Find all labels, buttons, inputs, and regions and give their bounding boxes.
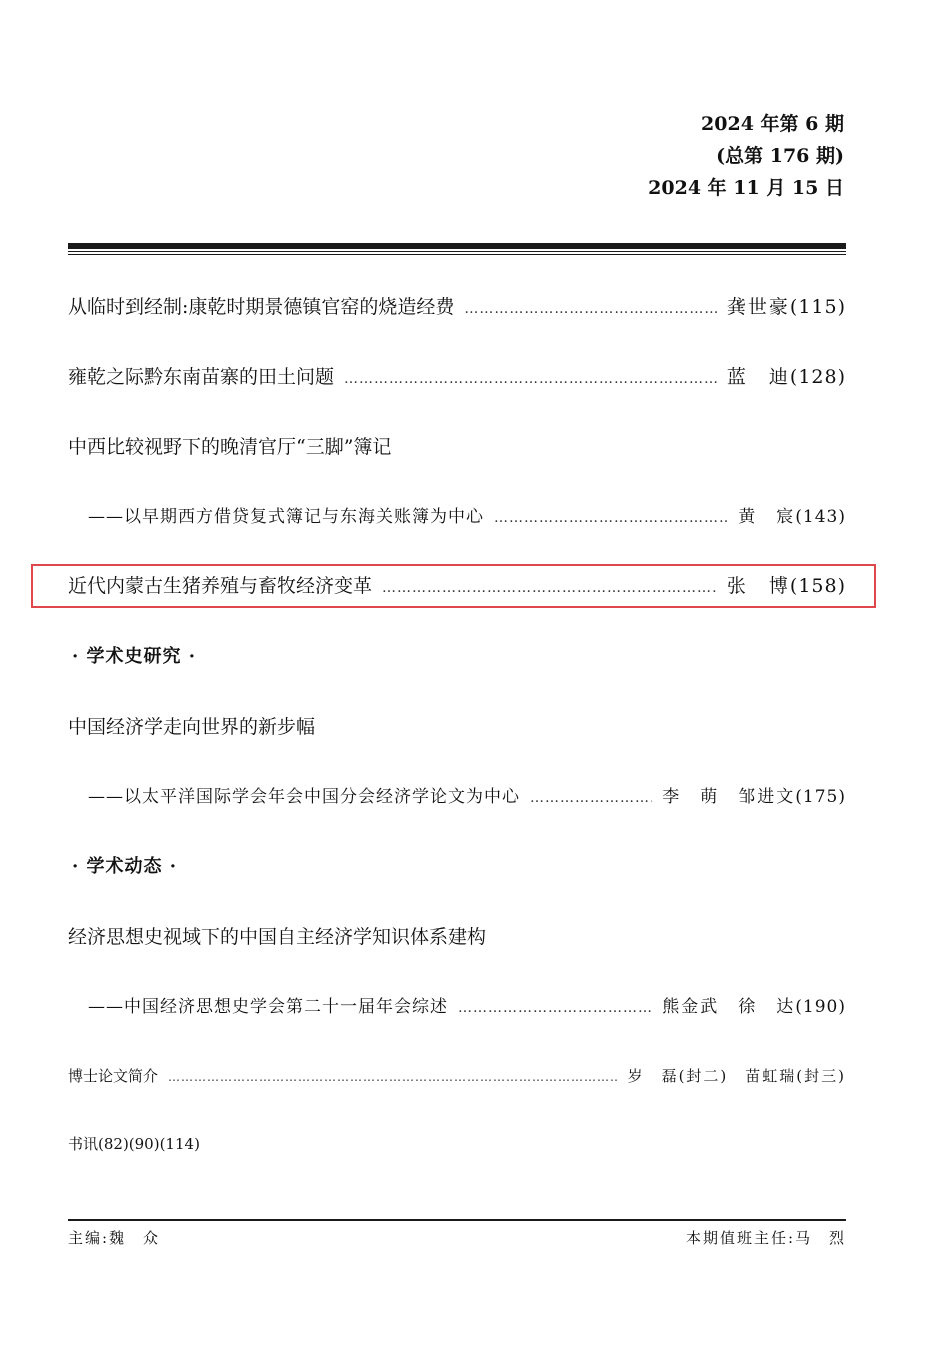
toc-entry-page: (143) (795, 507, 846, 527)
toc-entry-author: 岁 磊(封二) 苗虹瑞(封三) (627, 1067, 846, 1085)
toc-entry-title[interactable]: 雍乾之际黔东南苗寨的田土问题 (68, 366, 335, 388)
footer-divider (68, 1219, 846, 1221)
dot-leader (494, 503, 728, 533)
toc-entry[interactable] (68, 1061, 846, 1091)
issue-total-number: (总第 176 期) (716, 145, 844, 167)
dot-leader (464, 294, 716, 324)
dot-leader (344, 364, 717, 394)
toc-entry-subtitle-row[interactable] (88, 782, 846, 812)
toc-entry-page: (115) (789, 296, 846, 318)
dot-leader (382, 573, 717, 603)
toc-entry-subtitle-row[interactable] (88, 992, 846, 1022)
dot-leader (458, 993, 652, 1023)
toc-entry-page: (175) (795, 787, 846, 807)
toc-entry-title[interactable]: 中西比较视野下的晚清官厅“三脚”簿记 (68, 436, 392, 458)
toc-entry-title[interactable]: 博士论文简介 (68, 1067, 159, 1085)
toc-entry-highlighted[interactable] (68, 571, 846, 601)
toc-entry-subtitle[interactable]: ——以早期西方借贷复式簿记与东海关账簿为中心 (88, 507, 484, 527)
toc-entry[interactable] (68, 292, 846, 322)
toc-entry-title[interactable]: 近代内蒙古生猪养殖与畜牧经济变革 (68, 575, 373, 597)
dot-leader (530, 783, 652, 813)
toc-entry-author: 李 萌 邹进文 (662, 787, 796, 807)
toc-entry-author: 黄 宸 (738, 507, 796, 527)
header-divider (68, 243, 846, 255)
issue-number: 2024 年第 6 期 (701, 113, 844, 135)
toc-entry-author: 熊金武 徐 达 (662, 997, 796, 1017)
toc-entry-author: 蓝 迪 (726, 366, 790, 388)
toc-entry-author: 张 博 (726, 575, 790, 597)
toc-entry-title[interactable]: 经济思想史视域下的中国自主经济学知识体系建构 (68, 926, 487, 948)
section-heading: · 学术动态 · (72, 856, 178, 877)
toc-entry-title[interactable]: 从临时到经制:康乾时期景德镇官窑的烧造经费 (68, 296, 455, 318)
toc-entry[interactable] (68, 362, 846, 392)
toc-entry-author: 龚世豪 (726, 296, 790, 318)
toc-entry-title[interactable]: 中国经济学走向世界的新步幅 (68, 716, 316, 738)
toc-entry-page: (128) (789, 366, 846, 388)
dot-leader (168, 1062, 618, 1092)
toc-entry-page: (158) (789, 575, 846, 597)
toc-entry-page: (190) (795, 997, 846, 1017)
toc-entry-subtitle[interactable]: ——以太平洋国际学会年会中国分会经济学论文为中心 (88, 787, 520, 807)
section-heading: · 学术史研究 · (72, 646, 197, 667)
issue-date: 2024 年 11 月 15 日 (648, 177, 844, 199)
issue-info (648, 108, 844, 204)
toc-entry-title[interactable]: 书讯(82)(90)(114) (68, 1135, 200, 1153)
toc-entry-subtitle[interactable]: ——中国经济思想史学会第二十一届年会综述 (88, 997, 448, 1017)
duty-editor: 本期值班主任:马 烈 (685, 1229, 846, 1247)
chief-editor: 主编:魏 众 (68, 1229, 161, 1247)
toc-entry-subtitle-row[interactable] (88, 502, 846, 532)
